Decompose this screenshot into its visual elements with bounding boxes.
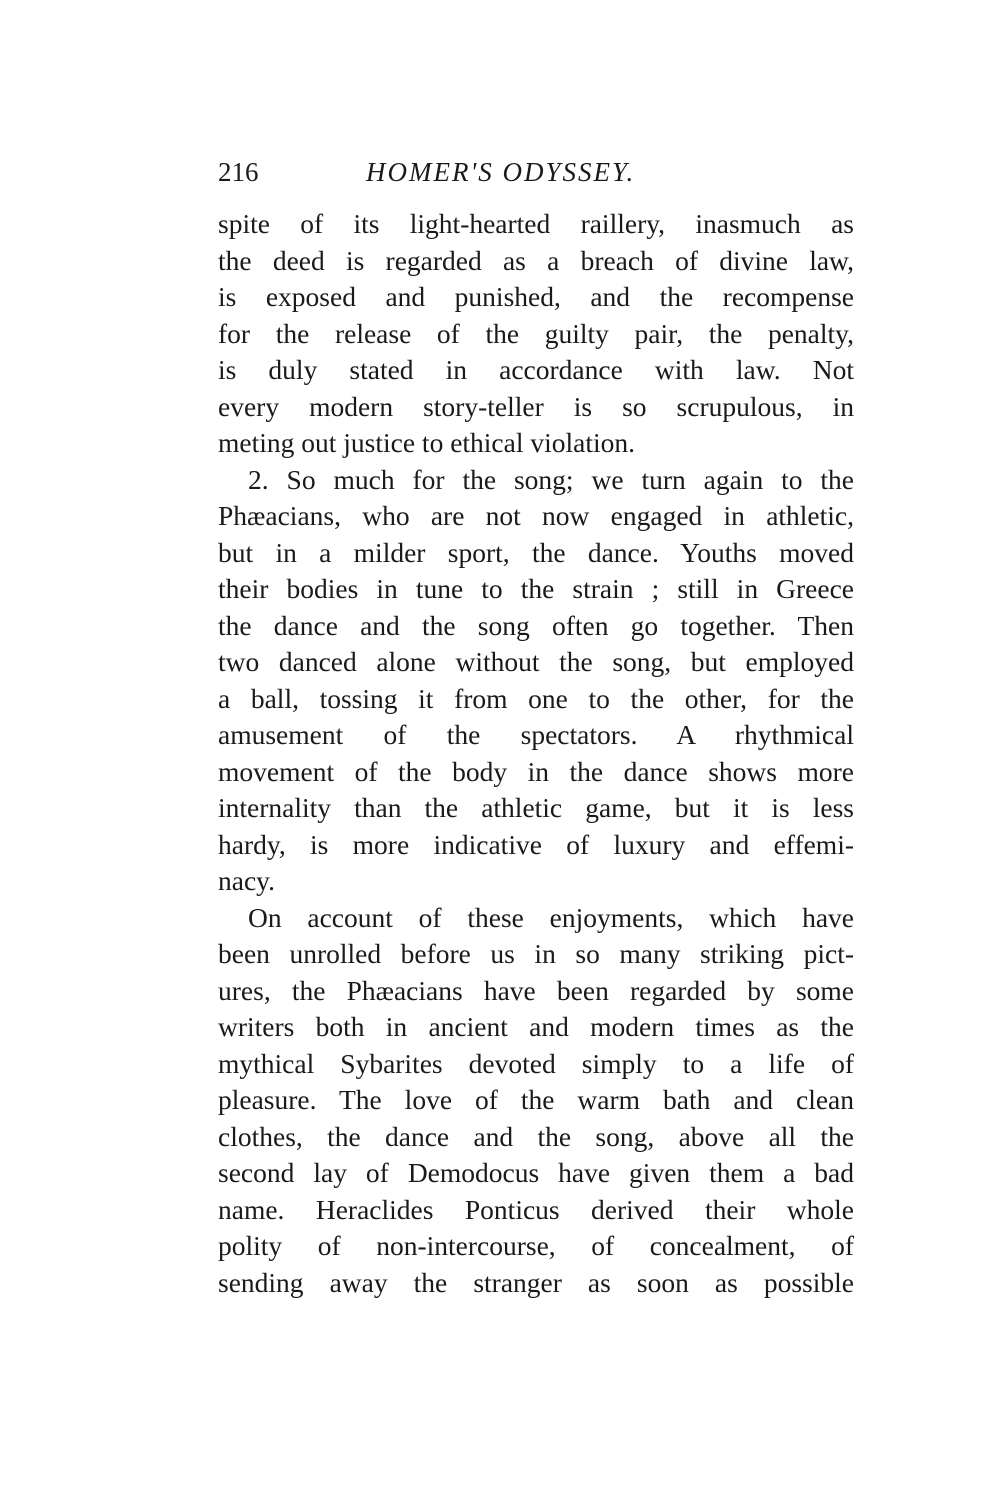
text-line: ures, the Phæacians have been regarded by some [218, 974, 854, 1006]
text-line: is duly stated in accordance with law. Not [218, 354, 854, 385]
text-line: their bodies in tune to the strain ; still in Greece [218, 573, 854, 604]
text-line: nacy. [218, 865, 276, 896]
text-line: been unrolled before us in so many striking pict- [218, 938, 854, 969]
running-head [218, 154, 858, 190]
page-number: 216 [218, 157, 259, 187]
text-line: On account of these enjoyments, which have [248, 901, 854, 933]
text-line: name. Heraclides Ponticus derived their whole [218, 1193, 854, 1225]
text-line: writers both in ancient and modern times as the [218, 1011, 854, 1042]
text-line: every modern story-teller is so scrupulous, in [218, 390, 854, 422]
text-line: internality than the athletic game, but it is less [218, 792, 854, 823]
text-line: two danced alone without the song, but employed [218, 646, 854, 677]
text-line: Phæacians, who are not now engaged in athletic, [218, 500, 854, 531]
text-line: second lay of Demodocus have given them a bad [218, 1157, 854, 1188]
text-line: pleasure. The love of the warm bath and clean [218, 1084, 854, 1115]
text-line: a ball, tossing it from one to the other, for the [218, 682, 854, 714]
running-title: HOMER'S ODYSSEY. [366, 157, 636, 187]
text-line: amusement of the spectators. A rhythmical [218, 719, 854, 750]
text-line: sending away the stranger as soon as possible [218, 1266, 854, 1298]
text-line: but in a milder sport, the dance. Youths moved [218, 536, 854, 568]
text-line: polity of non-intercourse, of concealment, of [218, 1230, 854, 1261]
body-text [218, 206, 854, 1301]
text-line: spite of its light-hearted raillery, inasmuch as [218, 208, 854, 239]
text-line: hardy, is more indicative of luxury and effemi- [218, 828, 854, 860]
text-line: the dance and the song often go together. Then [218, 609, 854, 641]
text-line: movement of the body in the dance shows more [218, 755, 854, 787]
text-line: clothes, the dance and the song, above all the [218, 1120, 854, 1152]
text-line: the deed is regarded as a breach of divine law, [218, 244, 854, 276]
text-line: meting out justice to ethical violation. [218, 427, 635, 458]
text-line: mythical Sybarites devoted simply to a life of [218, 1047, 854, 1079]
text-line: is exposed and punished, and the recompense [218, 281, 854, 312]
text-line: for the release of the guilty pair, the penalty, [218, 317, 854, 349]
text-line: 2. So much for the song; we turn again to the [248, 463, 854, 495]
